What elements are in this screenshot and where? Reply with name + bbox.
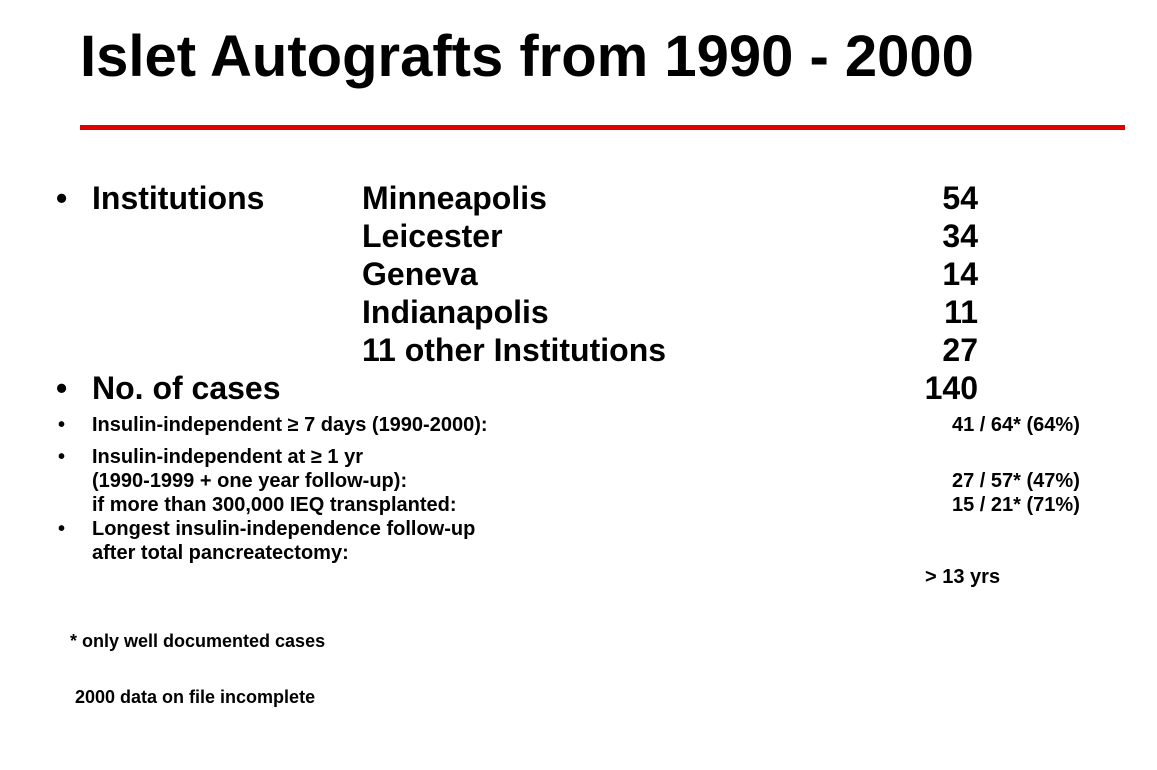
institution-name: Minneapolis bbox=[362, 180, 547, 216]
institution-name: Geneva bbox=[362, 256, 478, 292]
bullet-longest: • bbox=[58, 518, 66, 540]
institution-count: 11 bbox=[944, 294, 978, 330]
institutions-label: Institutions bbox=[92, 180, 265, 216]
longest-line1: Longest insulin-independence follow-up bbox=[92, 518, 476, 540]
institution-name: Indianapolis bbox=[362, 294, 549, 330]
insulin-1yr-line2: (1990-1999 + one year follow-up): bbox=[92, 470, 408, 492]
page-title: Islet Autografts from 1990 - 2000 bbox=[80, 24, 974, 89]
insulin-1yr-line3: if more than 300,000 IEQ transplanted: bbox=[92, 494, 457, 516]
footnote: * only well documented cases bbox=[70, 631, 326, 651]
insulin-1yr-value2: 27 / 57* (47%) bbox=[952, 470, 1080, 492]
longest-line2: after total pancreatectomy: bbox=[92, 542, 349, 564]
institution-name: Leicester bbox=[362, 218, 503, 254]
institution-count: 34 bbox=[942, 218, 978, 254]
institution-count: 54 bbox=[942, 180, 978, 216]
bullet-institutions: • bbox=[56, 180, 68, 216]
institution-count: 27 bbox=[942, 332, 978, 368]
cases-value: 140 bbox=[924, 370, 978, 406]
institution-name: 11 other Institutions bbox=[362, 332, 667, 368]
insulin-7days-value: 41 / 64* (64%) bbox=[952, 414, 1080, 436]
longest-value: > 13 yrs bbox=[925, 566, 1001, 588]
cases-label: No. of cases bbox=[92, 370, 281, 406]
bullet-insulin-7days: • bbox=[58, 414, 66, 436]
institution-count: 14 bbox=[942, 256, 978, 292]
bullet-cases: • bbox=[56, 370, 68, 406]
data-note: 2000 data on file incomplete bbox=[75, 687, 316, 707]
title-underline bbox=[80, 125, 1125, 130]
insulin-1yr-value3: 15 / 21* (71%) bbox=[952, 494, 1080, 516]
insulin-1yr-line1: Insulin-independent at ≥ 1 yr bbox=[92, 446, 364, 468]
insulin-7days-label: Insulin-independent ≥ 7 days (1990-2000): bbox=[92, 414, 488, 436]
bullet-insulin-1yr: • bbox=[58, 446, 66, 468]
